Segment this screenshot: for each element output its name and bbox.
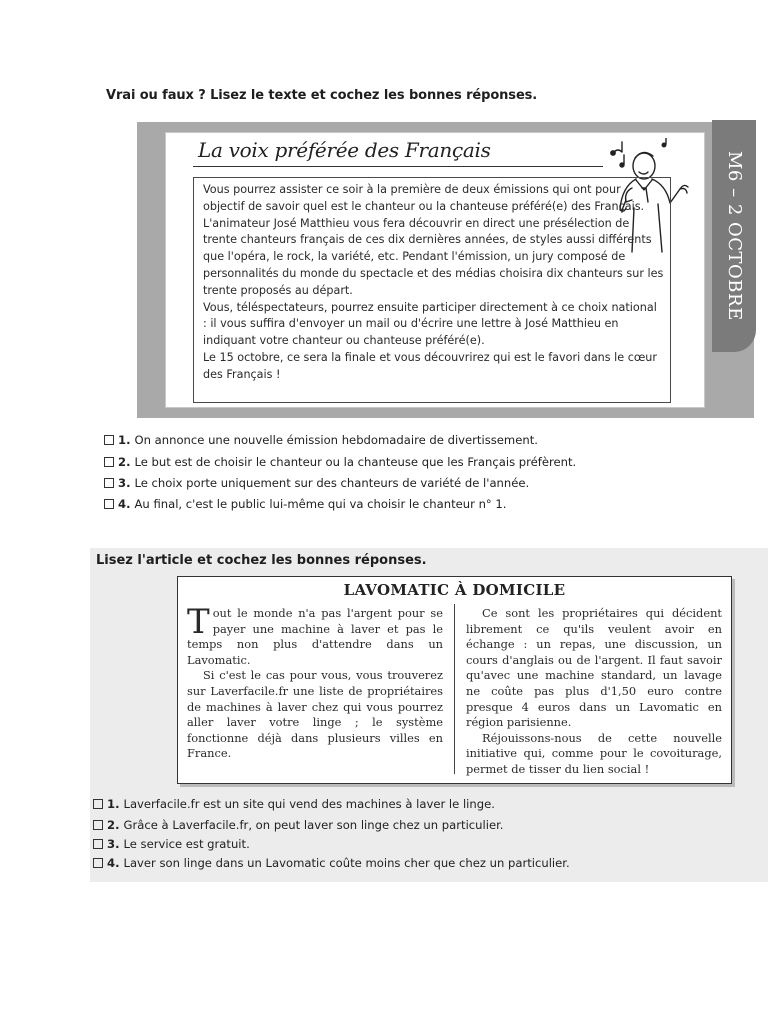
exercise1-instruction: Vrai ou faux ? Lisez le texte et cochez les bonnes réponses. — [106, 88, 538, 103]
article1-title: La voix préférée des Français — [198, 138, 491, 162]
article1-paragraph-2: Vous, téléspectateurs, pourrez ensuite participer directement à ce choix national : il vous suffira d'envoyer un mail ou d'écrire une lettre à José Matthieu en indiquant votre chanteur ou chanteuse préféré(e). — [203, 300, 657, 348]
question-text: Au final, c'est le public lui-même qui va choisir le chanteur n° 1. — [134, 497, 507, 511]
article2-paragraph-3: Ce sont les propriétaires qui décident librement ce qu'ils veulent avoir en échange : un repas, une discussion, un cours d'anglais ou de l'argent. Il faut savoir qu'avec une machine standard, un lavage ne coûte pas plus d'1,50 euro contre presque 4 euros dans un Lavomatic en région parisienne. — [466, 606, 722, 730]
question-number: 1. — [107, 797, 120, 811]
answer-checkbox[interactable] — [93, 858, 103, 868]
question-number: 2. — [118, 455, 131, 469]
answer-checkbox[interactable] — [104, 435, 114, 445]
question-text: Le but est de choisir le chanteur ou la chanteuse que les Français préfèrent. — [134, 455, 577, 469]
column-divider — [454, 604, 455, 774]
exercise1-question-4 — [104, 497, 506, 511]
exercise2-instruction: Lisez l'article et cochez les bonnes réponses. — [96, 553, 427, 568]
exercise2-question-4 — [93, 856, 570, 870]
article2-column-2 — [466, 606, 722, 778]
answer-checkbox[interactable] — [93, 799, 103, 809]
exercise1-question-1 — [104, 433, 538, 447]
question-number: 1. — [118, 433, 131, 447]
question-text: Le choix porte uniquement sur des chanteurs de variété de l'année. — [134, 476, 530, 490]
answer-checkbox[interactable] — [93, 820, 103, 830]
answer-checkbox[interactable] — [104, 499, 114, 509]
question-text: On annonce une nouvelle émission hebdomadaire de divertissement. — [134, 433, 538, 447]
article2-paragraph-1-text: out le monde n'a pas l'argent pour se payer une machine à laver et pas le temps non plus d'attendre dans un Lavomatic. — [187, 606, 443, 667]
article1-paragraph-1: Vous pourrez assister ce soir à la première de deux émissions qui ont pour objectif de savoir quel est le chanteur ou la chanteuse préféré(e) des Français. L'animateur José Matthieu vous fera découvrir en direct une présélection de trente chanteurs français de ces dix dernières années, de styles aussi différents que l'opéra, le rock, la variété, etc. Pendant l'émission, un jury composé de personnalités du monde du spectacle et des médias choisira dix chanteurs sur les trente proposés au départ. — [203, 183, 664, 297]
article2-paragraph-2: Si c'est le cas pour vous, vous trouverez sur Laverfacile.fr une liste de propriétaires de machines à laver chez qui vous pourrez aller laver votre linge ; le système fonctionne déjà dans plusieurs villes en France. — [187, 668, 443, 761]
question-number: 4. — [118, 497, 131, 511]
article2-title: LAVOMATIC À DOMICILE — [343, 581, 566, 599]
question-text: Le service est gratuit. — [123, 837, 250, 851]
exercise2-question-3 — [93, 837, 250, 851]
question-text: Laverfacile.fr est un site qui vend des machines à laver le linge. — [123, 797, 495, 811]
article1-text-box — [193, 177, 671, 403]
date-side-tab — [712, 120, 756, 352]
article1-title-rule — [193, 166, 603, 167]
article1-paragraph-3: Le 15 octobre, ce sera la finale et vous découvrirez qui est le favori dans le cœur des Français ! — [203, 350, 657, 381]
answer-checkbox[interactable] — [104, 478, 114, 488]
exercise1-question-2 — [104, 455, 576, 469]
drop-cap: T — [187, 602, 210, 642]
article2-column-1 — [187, 602, 443, 762]
exercise2-question-2 — [93, 818, 503, 832]
exercise2-question-1 — [93, 797, 495, 811]
question-text: Laver son linge dans un Lavomatic coûte moins cher que chez un particulier. — [123, 856, 570, 870]
answer-checkbox[interactable] — [104, 457, 114, 467]
question-number: 3. — [107, 837, 120, 851]
exercise1-question-3 — [104, 476, 529, 490]
question-text: Grâce à Laverfacile.fr, on peut laver son linge chez un particulier. — [123, 818, 504, 832]
article2-paragraph-1 — [187, 602, 443, 668]
date-side-tab-label: M6 – 2 OCTOBRE — [724, 150, 745, 321]
question-number: 3. — [118, 476, 131, 490]
article2-paragraph-4: Réjouissons-nous de cette nouvelle initiative qui, comme pour le covoiturage, permet de tisser du lien social ! — [466, 730, 722, 776]
question-number: 4. — [107, 856, 120, 870]
answer-checkbox[interactable] — [93, 839, 103, 849]
question-number: 2. — [107, 818, 120, 832]
